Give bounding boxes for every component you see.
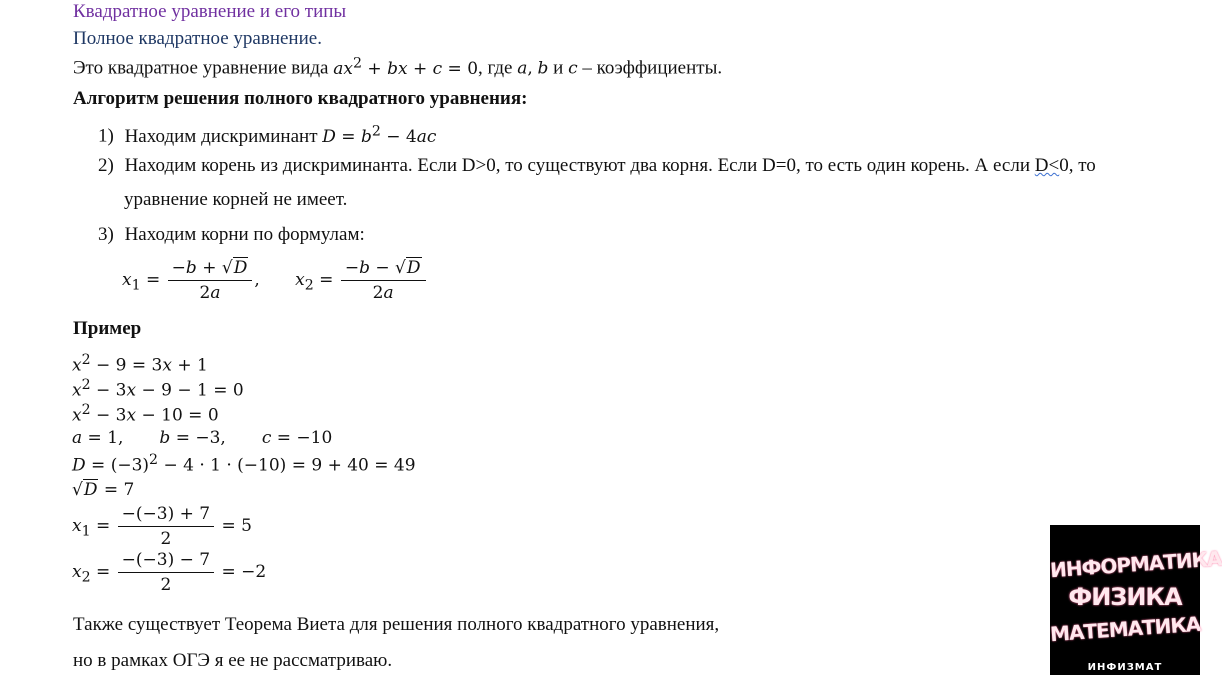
step-1: [98, 119, 436, 149]
logo-line-fizika: ФИЗИКА: [1068, 583, 1182, 611]
root-formula-x2: $x_2$ = $\frac{-b - √D}{2a}$: [295, 270, 427, 290]
example-discriminant: $D = (-3)^2 - 4 \cdot 1 \cdot (-10) = 9 + 40 = 49$: [72, 452, 416, 476]
step-2-spellcheck-mark: D<: [1034, 155, 1060, 176]
logo-line-matematika: МАТЕМАТИКА: [1049, 611, 1201, 647]
example-x2: $x_2$ = $\frac{-(-3) - 7}{2}$ = −2: [72, 550, 267, 595]
root-formula-x1: $x_1$ = $\frac{-b + √D}{2a}$ ,: [122, 258, 266, 303]
example-coefficients: a = 1, b = −3, c = −10: [72, 428, 333, 448]
step-2-text-b: 0, то: [1059, 155, 1096, 176]
logo-line-informatika: ИНФОРМАТИКА: [1049, 546, 1222, 583]
step-2-text-a: Находим корень из дискриминанта. Если D>0, то существуют два корня. Если D=0, то есть один корень. А если: [124, 155, 1035, 176]
example-equation-2: $x^2 - 3x - 9 - 1 = 0$: [72, 377, 244, 401]
section-subheading: Полное квадратное уравнение.: [73, 28, 322, 49]
step-3-text: Находим корни по формулам:: [124, 224, 365, 245]
coef-b: b: [537, 58, 549, 79]
infizmat-logo: [1049, 525, 1222, 675]
closing-line-1: Также существует Теорема Виета для решения полного квадратного уравнения,: [73, 614, 720, 635]
example-equation-3: $x^2 - 3x - 10 = 0$: [72, 402, 219, 426]
root-formulas: [122, 258, 428, 303]
step-1-text: Находим дискриминант: [124, 125, 318, 147]
logo-footer: ИНФИЗМАТ: [1087, 662, 1163, 673]
coef-a: a,: [517, 58, 533, 79]
definition-prefix: Это квадратное уравнение вида: [73, 57, 329, 79]
definition-suffix: – коэффициенты.: [582, 57, 723, 79]
step-3-number: 3): [98, 224, 114, 245]
step-1-number: 1): [98, 125, 114, 147]
algorithm-title: Алгоритм решения полного квадратного уравнения:: [73, 88, 528, 109]
page-heading: Квадратное уравнение и его типы: [73, 1, 347, 22]
step-2-line-2: уравнение корней не имеет.: [124, 189, 348, 210]
definition-line: [73, 51, 722, 81]
step-3: [98, 223, 365, 247]
discriminant-formula: $D = b^2 - 4ac$: [322, 123, 437, 147]
closing-line-2: но в рамках ОГЭ я ее не рассматриваю.: [73, 650, 393, 671]
example-x1: $x_1$ = $\frac{-(-3) + 7}{2}$ = 5: [72, 504, 252, 549]
general-form-formula: $ax^2$ + bx + c = 0: [333, 55, 479, 79]
coef-c: c: [568, 58, 578, 79]
example-sqrt-d: √D = 7: [72, 480, 135, 500]
example-equation-1: $x^2 - 9 = 3x + 1$: [72, 352, 208, 376]
step-2: [98, 154, 1096, 178]
step-2-number: 2): [98, 155, 114, 176]
definition-middle: , где: [478, 57, 513, 79]
definition-and: и: [553, 57, 564, 79]
example-title: Пример: [73, 318, 142, 339]
